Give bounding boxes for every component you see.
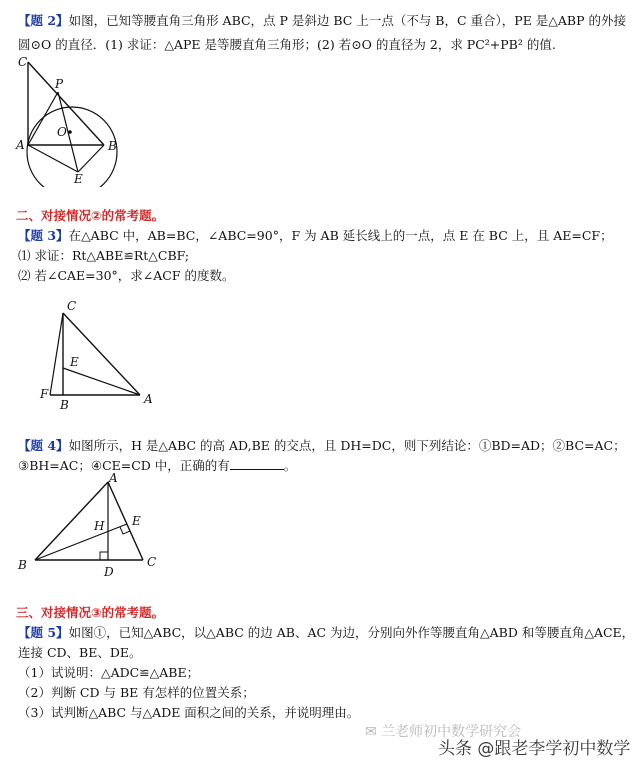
label-c: C xyxy=(18,55,28,69)
problem-4-text-2: ③BH=AC；④CE=CD 中，正确的有 xyxy=(18,458,230,473)
problem-3-line-3: ⑵ 若∠CAE=30°，求∠ACF 的度数。 xyxy=(18,268,235,283)
problem-4-text-1: 如图所示，H 是△ABC 的高 AD,BE 的交点，且 DH=DC，则下列结论：①BD=AD；②BC=AC； xyxy=(68,438,626,453)
segment-ap xyxy=(28,92,58,145)
problem-3-text-1: 在△ABC 中，AB=BC，∠ABC=90°，F 为 AB 延长线上的一点，点 E 在 BC 上，且 AE=CF； xyxy=(68,228,613,243)
label-a: A xyxy=(144,392,153,406)
problem-2-tag: 【题 2】 xyxy=(18,13,69,28)
section-3-heading: 三、对接情况③的常考题。 xyxy=(16,605,165,620)
figure-problem-4 xyxy=(10,470,170,585)
label-b: B xyxy=(108,139,117,153)
problem-4-tag: 【题 4】 xyxy=(18,438,69,453)
watermark-faint-text: 兰老师初中数学研究会 xyxy=(381,724,522,740)
problem-5-text-1: 如图①，已知△ABC，以△ABC 的边 AB、AC 为边，分别向外作等腰直角△ABD 和等腰直角△ACE， xyxy=(68,625,635,640)
problem-5-line-1 xyxy=(18,624,634,642)
label-d: D xyxy=(104,565,114,579)
center-o-dot xyxy=(68,130,72,134)
problem-3-tag: 【题 3】 xyxy=(18,228,69,243)
section-2-heading: 二、对接情况②的常考题。 xyxy=(16,208,165,223)
problem-5-tag: 【题 5】 xyxy=(18,625,69,640)
altitude-be xyxy=(35,524,127,560)
label-b: B xyxy=(60,398,69,412)
label-a: A xyxy=(109,471,118,485)
label-p: P xyxy=(55,77,64,91)
label-h: H xyxy=(94,519,105,533)
problem-5-line-2: 连接 CD、BE、DE。 xyxy=(18,645,142,660)
label-c: C xyxy=(67,299,77,313)
problem-2-line-1 xyxy=(18,12,626,30)
problem-4-text-2-end: 。 xyxy=(283,458,297,473)
problem-2-text-1: 如图，已知等腰直角三角形 ABC，点 P 是斜边 BC 上一点（不与 B，C 重合），PE 是△ABP 的外接 xyxy=(68,13,626,28)
problem-5-line-3: （1）试说明：△ADC≌△ABE； xyxy=(18,665,200,680)
label-e: E xyxy=(70,355,79,369)
segment-cf xyxy=(50,313,63,395)
segment-ca xyxy=(63,313,140,395)
label-b: B xyxy=(18,558,27,572)
problem-3-line-2: ⑴ 求证：Rt△ABE≌Rt△CBF; xyxy=(18,248,190,263)
label-o: O xyxy=(57,125,67,139)
label-c: C xyxy=(147,555,157,569)
segment-eb xyxy=(78,145,104,172)
segment-ae xyxy=(28,145,78,172)
segment-ea xyxy=(63,368,140,395)
right-angle-d xyxy=(100,552,108,560)
problem-5-line-5: （3）试判断△ABC 与△ADE 面积之间的关系，并说明理由。 xyxy=(18,705,360,720)
problem-2-line-2: 圆⊙O 的直径．(1) 求证：△APE 是等腰直角三角形；(2) 若⊙O 的直径为 2，求 PC²+PB² 的值. xyxy=(18,37,556,52)
watermark-main: 头条 @跟老李学初中数学 xyxy=(438,739,631,759)
label-e: E xyxy=(74,172,83,186)
problem-4-line-1 xyxy=(18,437,626,455)
answer-blank xyxy=(230,469,284,470)
label-f: F xyxy=(40,387,49,401)
label-e: E xyxy=(132,514,141,528)
figure-problem-2 xyxy=(0,52,140,187)
problem-5-line-4: （2）判断 CD 与 BE 有怎样的位置关系； xyxy=(18,685,255,700)
figure-problem-3 xyxy=(30,295,170,415)
label-a: A xyxy=(16,138,25,152)
wechat-icon: ✉ xyxy=(365,724,377,740)
problem-3-line-1 xyxy=(18,227,613,245)
